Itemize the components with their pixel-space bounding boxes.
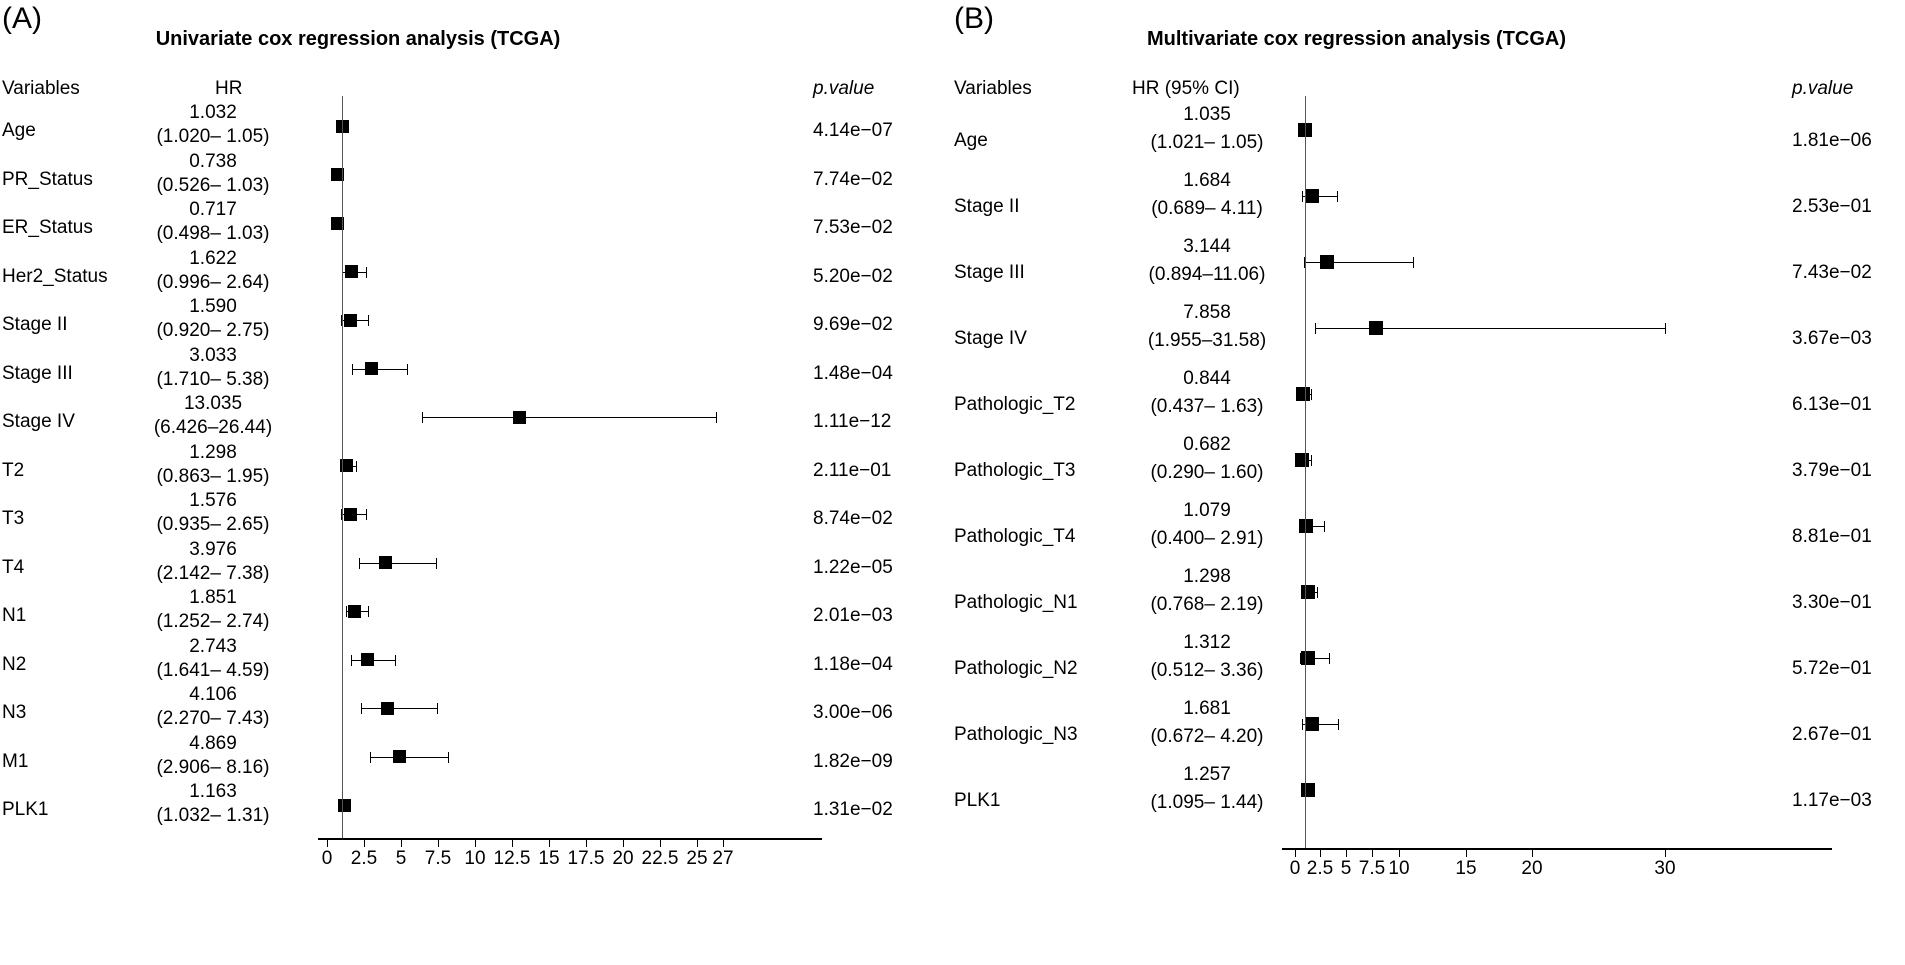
row-hr-value: 1.032 (189, 102, 237, 123)
ci-cap (1665, 323, 1666, 334)
ci-cap (1311, 455, 1312, 466)
row-label: N1 (2, 605, 27, 626)
row-pvalue: 1.22e−05 (813, 556, 893, 578)
point-estimate-marker (379, 556, 392, 569)
x-axis-tick (1399, 850, 1400, 857)
point-estimate-marker (1301, 651, 1315, 665)
x-axis-tick-label: 2.5 (350, 848, 378, 869)
row-hr-value: 4.106 (189, 684, 237, 705)
row-hr-value: 1.163 (189, 781, 237, 802)
row-label: M1 (2, 750, 29, 772)
ci-cap (422, 412, 423, 423)
row-pvalue: 7.53e−02 (813, 217, 893, 238)
point-estimate-marker (1301, 783, 1315, 797)
panel-a-title: Univariate cox regression analysis (TCGA) (155, 28, 561, 50)
x-axis-tick-label: 15 (538, 848, 560, 869)
header-hr-b: HR (95% CI) (1132, 78, 1240, 99)
point-estimate-marker (1295, 453, 1309, 467)
row-pvalue: 5.20e−02 (813, 265, 893, 287)
row-pvalue: 1.17e−03 (1792, 790, 1872, 811)
row-ci-value: (0.498– 1.03) (156, 223, 270, 244)
row-hr-value: 1.590 (189, 296, 237, 317)
row-pvalue: 1.18e−04 (813, 653, 893, 675)
row-ci-value: (0.894–11.06) (1148, 264, 1266, 285)
panel-b-letter: (B) (954, 2, 994, 35)
point-estimate-marker (344, 508, 357, 521)
ci-cap (1315, 323, 1316, 334)
x-axis-tick (1320, 850, 1321, 857)
x-axis-tick-label: 5 (395, 848, 407, 869)
x-axis-tick (1466, 850, 1467, 857)
point-estimate-marker (348, 605, 361, 618)
row-pvalue: 4.14e−07 (813, 120, 893, 141)
row-pvalue: 8.74e−02 (813, 508, 893, 529)
row-hr-value: 13.035 (183, 393, 243, 414)
row-label: Her2_Status (2, 265, 108, 287)
reference-line (1305, 96, 1306, 848)
x-axis-tick (1295, 850, 1296, 857)
ci-cap (407, 364, 408, 375)
ci-cap (1302, 191, 1303, 202)
row-hr-value: 1.079 (1183, 500, 1231, 521)
x-axis-tick-label: 30 (1654, 858, 1676, 879)
row-ci-value: (1.032– 1.31) (156, 805, 270, 826)
row-hr-value: 1.257 (1183, 764, 1231, 785)
row-ci-value: (0.512– 3.36) (1150, 660, 1264, 681)
row-label: Pathologic_N1 (954, 592, 1078, 613)
row-hr-value: 3.144 (1183, 236, 1231, 257)
point-estimate-marker (365, 362, 378, 375)
row-pvalue: 2.01e−03 (813, 605, 893, 626)
ci-cap (351, 655, 352, 666)
row-ci-value: (2.142– 7.38) (156, 562, 270, 584)
row-label: Pathologic_N2 (954, 658, 1078, 679)
x-axis-tick (512, 840, 513, 847)
ci-whisker (359, 563, 437, 564)
row-hr-value: 1.622 (189, 247, 237, 269)
row-hr-value: 3.033 (189, 344, 237, 366)
row-hr-value: 0.717 (189, 199, 237, 220)
header-variables-b: Variables (954, 78, 1032, 99)
row-pvalue: 1.82e−09 (813, 750, 893, 772)
row-hr-value: 1.576 (189, 490, 237, 511)
row-ci-value: (2.270– 7.43) (156, 708, 270, 729)
ci-whisker (361, 708, 437, 709)
header-variables-a: Variables (2, 78, 80, 99)
ci-cap (368, 606, 369, 617)
row-ci-value: (0.863– 1.95) (156, 465, 270, 487)
x-axis-tick-label: 22.5 (641, 848, 679, 869)
row-hr-value: 1.681 (1183, 698, 1231, 719)
row-ci-value: (0.920– 2.75) (156, 320, 270, 341)
row-pvalue: 7.43e−02 (1792, 262, 1872, 283)
point-estimate-marker (344, 314, 357, 327)
row-ci-value: (1.641– 4.59) (156, 659, 270, 681)
row-ci-value: (1.020– 1.05) (156, 126, 270, 147)
ci-cap (1337, 191, 1338, 202)
ci-whisker (352, 369, 406, 370)
ci-whisker (1315, 328, 1665, 329)
point-estimate-marker (1320, 255, 1334, 269)
x-axis-tick (697, 840, 698, 847)
row-label: ER_Status (2, 217, 93, 238)
x-axis-tick-label: 0 (321, 848, 333, 869)
header-hr-a: HR (215, 78, 243, 99)
x-axis-tick (660, 840, 661, 847)
row-pvalue: 6.13e−01 (1792, 394, 1872, 415)
row-label: Stage II (2, 314, 68, 335)
row-ci-value: (6.426–26.44) (153, 417, 273, 438)
row-hr-value: 1.684 (1183, 170, 1231, 191)
row-hr-value: 1.851 (189, 587, 237, 608)
ci-cap (1329, 653, 1330, 664)
ci-cap (346, 606, 347, 617)
row-label: T2 (2, 459, 25, 481)
ci-cap (370, 752, 371, 763)
ci-cap (1324, 521, 1325, 532)
row-label: PLK1 (954, 790, 1001, 811)
x-axis-tick-label: 17.5 (567, 848, 605, 869)
row-pvalue: 3.67e−03 (1792, 328, 1872, 349)
x-axis-tick (623, 840, 624, 847)
x-axis-tick (327, 840, 328, 847)
ci-cap (716, 412, 717, 423)
row-hr-value: 1.298 (189, 441, 237, 463)
row-pvalue: 7.74e−02 (813, 168, 893, 190)
row-pvalue: 1.31e−02 (813, 799, 893, 820)
forest-rows-a (0, 0, 952, 965)
row-label: Pathologic_T3 (954, 460, 1076, 481)
x-axis-tick (364, 840, 365, 847)
row-label: Stage III (2, 362, 73, 384)
x-axis-tick (1532, 850, 1533, 857)
row-pvalue: 5.72e−01 (1792, 658, 1872, 679)
ci-cap (1413, 257, 1414, 268)
panel-b-multivariate (952, 0, 1905, 965)
x-axis-tick (1665, 850, 1666, 857)
row-label: Stage IV (954, 328, 1027, 349)
x-axis-tick (1372, 850, 1373, 857)
row-ci-value: (0.689– 4.11) (1151, 198, 1263, 219)
x-axis-tick-label: 20 (612, 848, 634, 869)
ci-cap (368, 315, 369, 326)
row-pvalue: 2.67e−01 (1792, 724, 1872, 745)
row-ci-value: (0.437– 1.63) (1150, 396, 1264, 417)
row-label: PLK1 (2, 799, 49, 820)
row-ci-value: (0.768– 2.19) (1150, 594, 1264, 615)
x-axis-tick (1346, 850, 1347, 857)
row-hr-value: 1.298 (1183, 566, 1231, 587)
row-ci-value: (0.935– 2.65) (156, 514, 270, 535)
row-label: Pathologic_T4 (954, 526, 1076, 547)
ci-cap (448, 752, 449, 763)
row-ci-value: (1.955–31.58) (1147, 330, 1267, 351)
row-pvalue: 3.79e−01 (1792, 460, 1872, 481)
header-pvalue-b: p.value (1792, 78, 1854, 99)
x-axis-tick (475, 840, 476, 847)
row-ci-value: (1.252– 2.74) (156, 611, 270, 632)
x-axis-tick-label: 10 (1388, 858, 1410, 879)
point-estimate-marker (1305, 717, 1319, 731)
x-axis-tick (401, 840, 402, 847)
row-label: N3 (2, 702, 27, 723)
x-axis-tick-label: 15 (1455, 858, 1477, 879)
ci-cap (352, 364, 353, 375)
ci-whisker (370, 757, 448, 758)
row-label: Pathologic_T2 (954, 394, 1076, 415)
panel-a-univariate (0, 0, 952, 965)
row-ci-value: (0.290– 1.60) (1150, 462, 1264, 483)
row-pvalue: 3.30e−01 (1792, 592, 1872, 613)
x-axis-tick (723, 840, 724, 847)
point-estimate-marker (345, 265, 358, 278)
row-ci-value: (0.400– 2.91) (1150, 528, 1264, 549)
x-axis-line (318, 838, 822, 840)
panel-a-letter: (A) (2, 2, 42, 35)
point-estimate-marker (338, 799, 351, 812)
row-hr-value: 4.869 (189, 732, 237, 754)
point-estimate-marker (393, 750, 406, 763)
row-label: Stage II (954, 196, 1020, 217)
row-pvalue: 1.11e−12 (813, 411, 892, 432)
x-axis-tick-label: 7.5 (424, 848, 452, 869)
x-axis-tick-label: 2.5 (1306, 858, 1334, 879)
point-estimate-marker (361, 653, 374, 666)
x-axis-tick-label: 25 (686, 848, 708, 869)
row-hr-value: 7.858 (1183, 302, 1231, 323)
point-estimate-marker (1301, 585, 1315, 599)
x-axis-tick (438, 840, 439, 847)
row-hr-value: 3.976 (189, 538, 237, 560)
row-label: T4 (2, 556, 25, 578)
row-label: Stage III (954, 262, 1025, 283)
row-hr-value: 0.738 (189, 150, 237, 172)
row-pvalue: 1.48e−04 (813, 362, 893, 384)
row-ci-value: (1.710– 5.38) (156, 368, 270, 390)
ci-cap (361, 703, 362, 714)
x-axis-tick (549, 840, 550, 847)
x-axis-tick (586, 840, 587, 847)
row-ci-value: (1.021– 1.05) (1150, 132, 1264, 153)
point-estimate-marker (1369, 321, 1383, 335)
row-pvalue: 8.81e−01 (1792, 526, 1872, 547)
row-label: T3 (2, 508, 25, 529)
row-label: Age (954, 130, 988, 151)
ci-cap (366, 509, 367, 520)
ci-cap (1302, 719, 1303, 730)
x-axis-tick-label: 12.5 (493, 848, 531, 869)
point-estimate-marker (1296, 387, 1310, 401)
point-estimate-marker (1305, 189, 1319, 203)
ci-cap (366, 267, 367, 278)
ci-cap (395, 655, 396, 666)
row-hr-value: 1.312 (1183, 632, 1231, 653)
x-axis-line (1282, 848, 1832, 850)
reference-line (342, 96, 343, 838)
row-hr-value: 2.743 (189, 635, 237, 657)
row-label: Stage IV (2, 411, 75, 432)
row-ci-value: (0.526– 1.03) (156, 174, 270, 196)
ci-cap (1311, 389, 1312, 400)
point-estimate-marker (381, 702, 394, 715)
ci-cap (1338, 719, 1339, 730)
x-axis-tick-label: 5 (1340, 858, 1352, 879)
row-ci-value: (1.095– 1.44) (1150, 792, 1264, 813)
x-axis-tick-label: 0 (1289, 858, 1301, 879)
x-axis-tick-label: 10 (464, 848, 486, 869)
x-axis-tick-label: 7.5 (1358, 858, 1386, 879)
ci-cap (359, 558, 360, 569)
row-label: N2 (2, 653, 27, 675)
row-ci-value: (0.996– 2.64) (156, 271, 270, 293)
row-hr-value: 0.682 (1183, 434, 1231, 455)
header-pvalue-a: p.value (813, 78, 875, 99)
x-axis-tick-label: 20 (1521, 858, 1543, 879)
row-pvalue: 1.81e−06 (1792, 130, 1872, 151)
ci-cap (437, 703, 438, 714)
ci-cap (436, 558, 437, 569)
row-pvalue: 9.69e−02 (813, 314, 893, 335)
row-pvalue: 2.53e−01 (1792, 196, 1872, 217)
row-label: PR_Status (2, 168, 93, 190)
forest-rows-b (952, 0, 1905, 965)
row-hr-value: 0.844 (1183, 368, 1231, 389)
row-pvalue: 3.00e−06 (813, 702, 893, 723)
row-label: Age (2, 120, 36, 141)
panel-b-title: Multivariate cox regression analysis (TCGA) (1146, 28, 1567, 50)
point-estimate-marker (513, 411, 526, 424)
row-hr-value: 1.035 (1183, 104, 1231, 125)
x-axis-tick-label: 27 (712, 848, 734, 869)
ci-whisker (422, 417, 716, 418)
row-ci-value: (0.672– 4.20) (1150, 726, 1264, 747)
ci-cap (356, 461, 357, 472)
ci-cap (1317, 587, 1318, 598)
row-label: Pathologic_N3 (954, 724, 1078, 745)
row-pvalue: 2.11e−01 (813, 459, 892, 481)
row-ci-value: (2.906– 8.16) (156, 756, 270, 778)
